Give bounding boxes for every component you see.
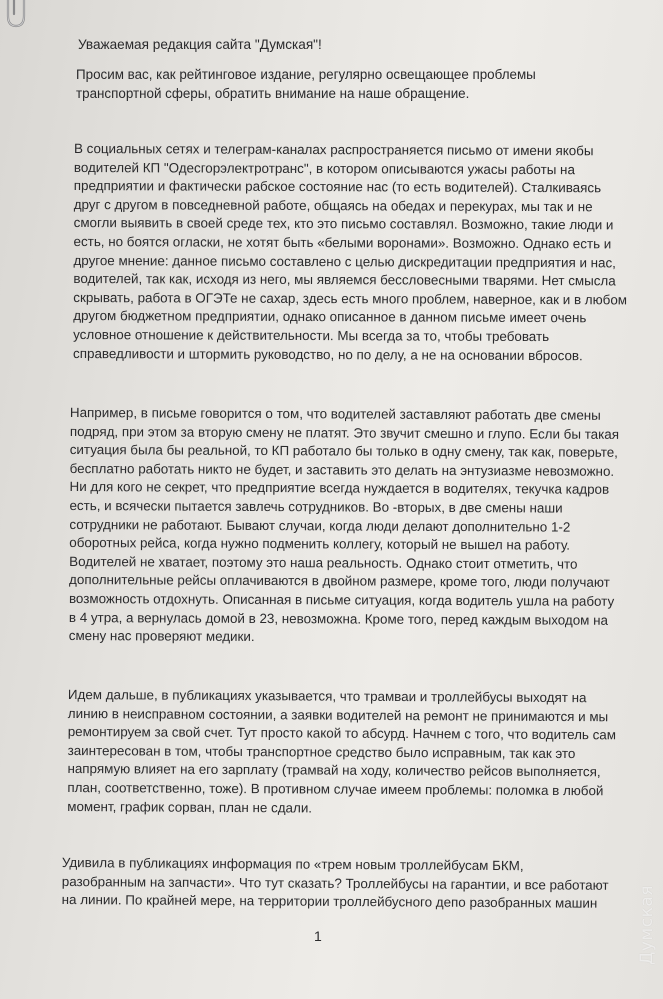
text-line: разобранным на запчасти». Что тут сказать? Троллейбусы на гарантии, и все работают — [61, 873, 609, 893]
text-line: условное отношение к действительности. Мы всегда за то, чтобы требовать — [73, 326, 550, 345]
text-line: Водителей не хватает, поэтому это наша реальность. Однако стоит отметить, что — [69, 553, 578, 572]
text-line: есть, но боятся огласки, не хотят быть «белыми воронами». Возможно. Однако есть и — [73, 233, 612, 252]
text-line: смену нас проверяют медики. — [68, 628, 255, 645]
letter-greeting: Уважаемая редакция сайта "Думская"! — [78, 37, 322, 52]
text-line: напрямую влияет на его зарплату (трамвай на ходу, количество рейсов выполняется, — [67, 761, 601, 780]
paragraph-2 — [69, 404, 619, 649]
text-line: водителей КП "Одесгорэлектротранс", в котором описываются ужасы работы на — [73, 159, 575, 177]
text-line: справедливости и штормить руководство, но по делу, а не на основании вбросов. — [73, 345, 583, 363]
text-line: другое мнение: данное письмо составлено с целью дискредитации предприятия и нас, — [73, 252, 616, 270]
text-line: Например, в письме говорится о том, что водителей заставляют работать две смены — [69, 405, 601, 423]
text-line: Просим вас, как рейтинговое издание, регулярно освещающее проблемы — [76, 67, 536, 82]
paragraph-1 — [73, 140, 628, 366]
text-line: другом бюджетном предприятии, однако описанное в данном письме имеет очень — [73, 308, 587, 326]
text-line: В социальных сетях и телеграм-каналах распространяется письмо от имени якобы — [73, 140, 594, 159]
page-number: 1 — [314, 928, 322, 944]
text-line: бесплатно работать никто не будет, и заставить это делать на энтузиазме невозможно. — [69, 460, 615, 479]
text-line: есть, и всячески пытается завлечь сотрудников. Во -вторых, в две смены наши — [69, 497, 563, 516]
text-line: линию в неисправном состоянии, а заявки водителей на ремонт не принимаются и мы — [67, 705, 609, 724]
letter-intro — [76, 66, 536, 103]
text-line: оборотных рейса, когда нужно подменить коллегу, который не вышел на работу. — [69, 535, 571, 553]
text-line: в 4 утра, а вернулась домой в 23, невозможна. Кроме того, перед каждым выходом на — [68, 609, 609, 628]
text-line: момент, график сорван, план не сдали. — [67, 798, 313, 816]
text-line: возможность отдохнуть. Описанная в письме ситуация, когда водитель ушла на работу — [68, 590, 615, 609]
text-line: дополнительные рейсы оплачиваются в двойном размере, кроме того, люди получают — [69, 572, 610, 591]
paperclip-icon — [0, 0, 54, 46]
text-line: заинтересован в том, чтобы транспортное средство было исправным, так как это — [67, 742, 576, 761]
text-line: смогли выявить в своей среде тех, кто это письмо составлял. Возможно, такие люди и — [73, 215, 614, 233]
watermark: Думская — [637, 885, 657, 965]
text-line: скрывать, работа в ОГЭТе не сахар, здесь есть много проблем, наверное, как и в любом — [73, 289, 628, 308]
text-line: Ни для кого не секрет, что предприятие всегда нуждается в водителях, текучка кадров — [69, 479, 610, 498]
text-line: ремонтируем за свой счет. Тут просто какой то абсурд. Начнем с того, что водитель сам — [67, 724, 617, 743]
text-line: подряд, при этом за вторую смену не платят. Это звучит смешно и глупо. Если бы такая — [69, 423, 620, 442]
text-line: на линии. По крайней мере, на территории троллейбусного депо разобранных машин — [61, 892, 598, 911]
text-line: Идем дальше, в публикациях указывается, что трамваи и троллейбусы выходят на — [67, 687, 587, 706]
text-line: Удивила в публикациях информация по «трем новым троллейбусам БКМ, — [61, 855, 524, 874]
text-line: друг с другом в повседневной работе, общаясь на обедах и перекурах, мы так и не — [73, 196, 593, 215]
text-line: водителей, так как, исходя из него, мы являемся бессловесными тварями. Нет смысла — [73, 271, 616, 289]
paragraph-3 — [67, 686, 616, 820]
text-line: транспортной сферы, обратить внимание на наше обращение. — [76, 85, 470, 101]
paragraph-4 — [62, 854, 609, 914]
text-line: сотрудники не работают. Бывают случаи, когда люди делают дополнительно 1-2 — [69, 516, 571, 535]
text-line: план, соответственно, тоже). В противном случае имеем проблемы: поломка в любой — [67, 779, 604, 799]
text-line: предприятии и фактически рабское состояние нас (то есть водителей). Сталкиваясь — [73, 178, 602, 196]
text-line: ситуация была бы реальной, то КП работало бы только в одну смену, так как, поверьте, — [69, 442, 618, 461]
